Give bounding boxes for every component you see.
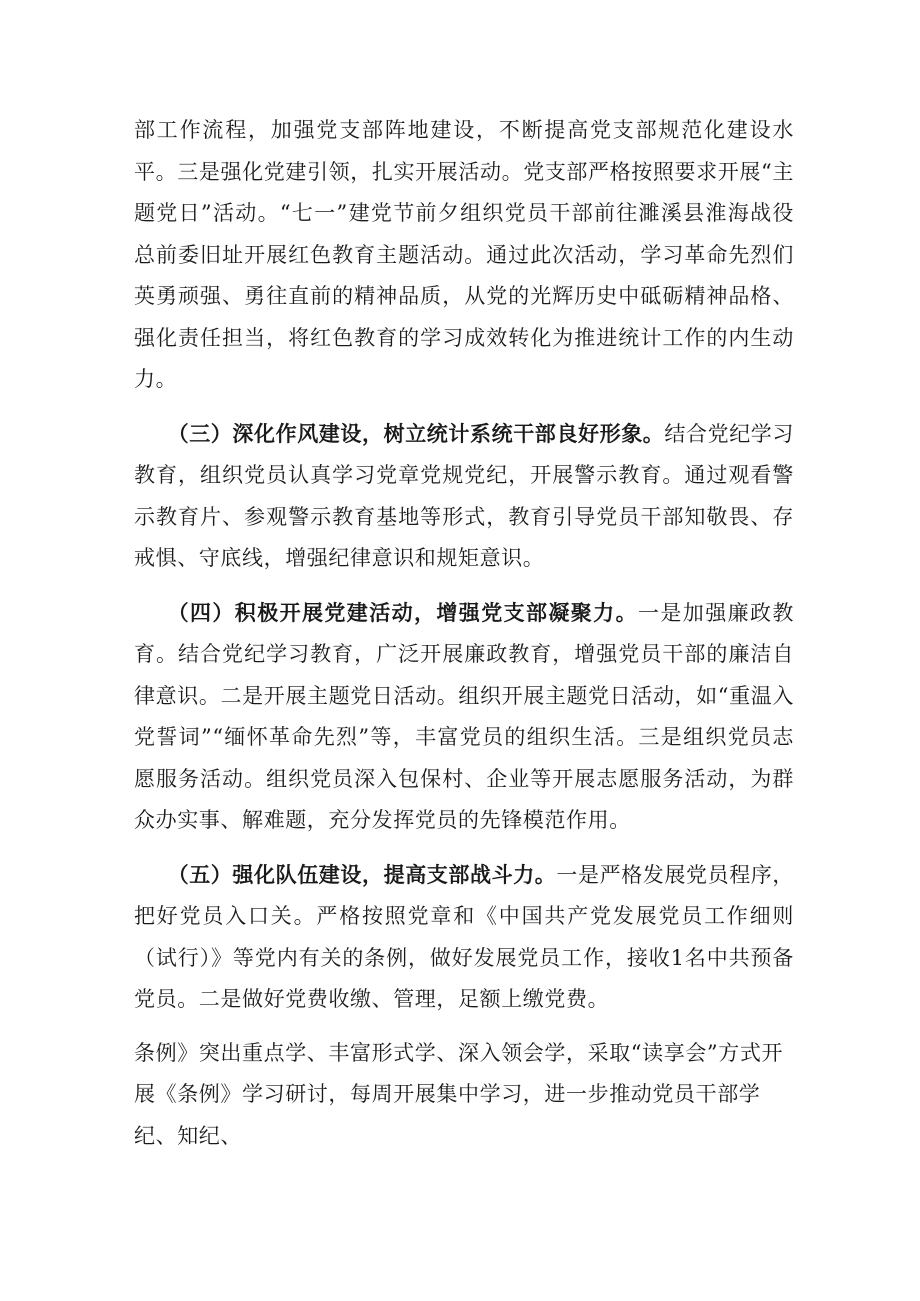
section-heading-3: （三）深化作风建设，树立统计系统干部良好形象。 [167, 420, 665, 446]
paragraph-1 [134, 110, 794, 401]
paragraph-2 [134, 413, 794, 580]
trailing-fragment [134, 1033, 794, 1158]
paragraph-4 [134, 854, 794, 1021]
paragraph-4-text: 一是严格发展党员程序，把好党员入口关。严格按照党章和《中国共产党发展党员工作细则（试行）》等党内有关的条例，做好发展党员工作，接收1名中共预备党员。二是做好党费收缴、管理，足额上缴党费。 [134, 862, 795, 1011]
paragraph-3 [134, 592, 794, 842]
paragraph-2-text: 结合党纪学习教育，组织党员认真学习党章党规党纪，开展警示教育。通过观看警示教育片、参观警示教育基地等形式，教育引导党员干部知敬畏、存戒惧、守底线，增强纪律意识和规矩意识。 [134, 421, 795, 570]
trailing-fragment-text: 条例》突出重点学、丰富形式学、深入领会学，采取“读享会”方式开展《条例》学习研讨，每周开展集中学习，进一步推动党员干部学纪、知纪、 [134, 1040, 784, 1148]
section-heading-5: （五）强化队伍建设，提高支部战斗力。 [167, 861, 557, 887]
paragraph-3-text: 一是加强廉政教育。结合党纪学习教育，广泛开展廉政教育，增强党员干部的廉洁自律意识。二是开展主题党日活动。组织开展主题党日活动，如“重温入党誓词”“缅怀革命先烈”等，丰富党员的组织生活。三是组织党员志愿服务活动。组织党员深入包保村、企业等开展志愿服务活动，为群众办实事、解难题，充分发挥党员的先锋模范作用。 [134, 600, 794, 832]
section-heading-4: （四）积极开展党建活动，增强党支部凝聚力。 [167, 599, 638, 625]
paragraph-1-text: 部工作流程，加强党支部阵地建设，不断提高党支部规范化建设水平。三是强化党建引领，扎实开展活动。党支部严格按照要求开展“主题党日”活动。“七一”建党节前夕组织党员干部前往濉溪县淮海战役总前委旧址开展红色教育主题活动。通过此次活动，学习革命先烈们英勇顽强、勇往直前的精神品质，从党的光辉历史中砥砺精神品格、强化责任担当，将红色教育的学习成效转化为推进统计工作的内生动力。 [134, 118, 794, 391]
document-body [134, 110, 794, 1157]
